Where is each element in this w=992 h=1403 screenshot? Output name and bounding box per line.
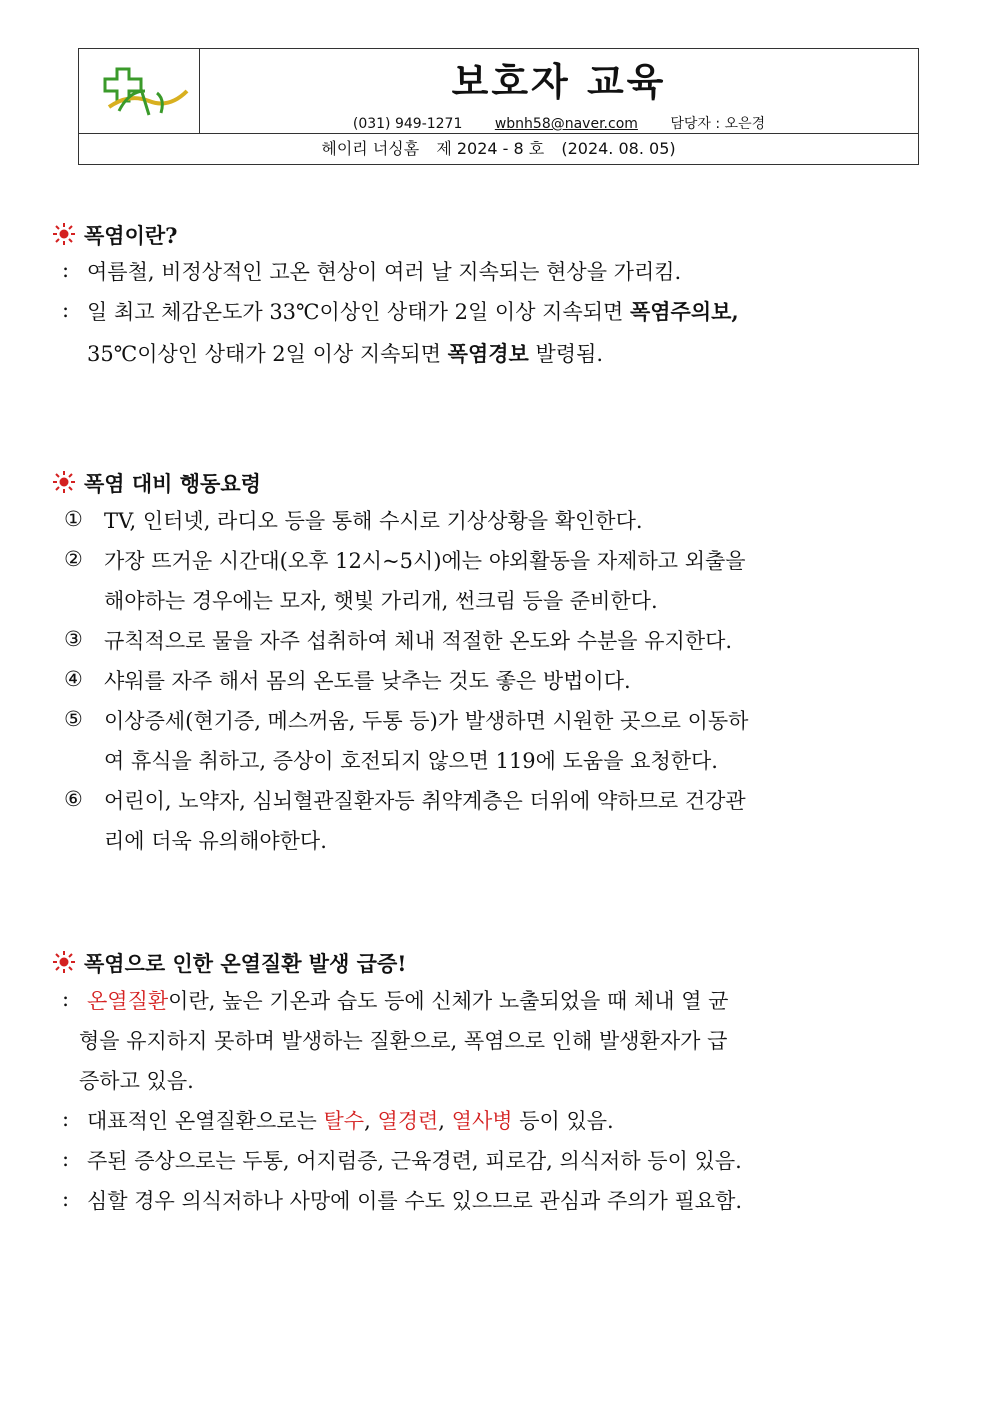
email-link[interactable]: wbnh58@naver.com [494,116,638,132]
item-number: ⑤ [64,707,83,731]
sun-icon [52,222,76,246]
text-line [87,340,603,368]
bullet-colon: : [62,1107,70,1131]
list-item-cont: 해야하는 경우에는 모자, 햇빛 가리개, 썬크림 등을 준비한다. [104,589,658,613]
text-span: , [364,1109,378,1133]
issue-row [79,133,918,165]
phone-number: (031) 949-1271 [352,116,463,132]
item-number: ③ [64,627,83,651]
item-number: ⑥ [64,787,83,811]
issue-date: (2024. 08. 05) [561,139,676,158]
bullet-colon: : [62,1147,70,1171]
list-item-cont: 리에 더욱 유의해야한다. [104,829,327,853]
text-line [87,987,728,1015]
facility-name: 헤이리 너싱홈 [321,139,420,158]
bullet-colon: : [62,258,70,282]
text-span: 35℃이상인 상태가 2일 이상 지속되면 [87,342,448,366]
list-item: 이상증세(현기증, 메스꺼움, 두통 등)가 발생하면 시원한 곳으로 이동하 [104,709,749,733]
sun-icon [52,950,76,974]
text-line: 심할 경우 의식저하나 사망에 이를 수도 있으므로 관심과 주의가 필요함. [87,1189,743,1213]
text-span: 일 최고 체감온도가 33℃이상인 상태가 2일 이상 지속되면 [87,300,630,324]
header-box [78,48,919,165]
list-item: 어린이, 노약자, 심뇌혈관질환자등 취약계층은 더위에 약하므로 건강관 [104,789,746,813]
text-line: 여름철, 비정상적인 고온 현상이 여러 날 지속되는 현상을 가리킴. [87,260,682,284]
section-title: 폭염 대비 행동요령 [84,471,261,496]
nursing-home-logo [79,49,200,133]
section-heading-actions [52,468,261,498]
item-number: ① [64,507,83,531]
text-span: 대표적인 온열질환으로는 [87,1109,324,1133]
text-line: 주된 증상으로는 두통, 어지럼증, 근육경련, 피로감, 의식저하 등이 있음. [87,1149,742,1173]
item-number: ④ [64,667,83,691]
highlight-term: 온열질환 [87,989,169,1013]
title-cell [200,49,918,133]
bullet-colon: : [62,298,70,322]
manager-name: 담당자 : 오은경 [670,116,766,132]
text-span: 발령됨. [528,342,604,366]
logo-cell [79,49,200,133]
section-title: 폭염이란? [84,223,178,248]
highlight-term: 열사병 [451,1109,513,1133]
text-span: , [438,1109,452,1133]
highlight-term: 열경련 [377,1109,439,1133]
section-title: 폭염으로 인한 온열질환 발생 급증! [84,951,407,976]
highlight-term: 탈수 [323,1109,365,1133]
section-heading-heat-illness [52,948,406,978]
contact-line [200,113,918,133]
bullet-colon: : [62,1187,70,1211]
text-span: 등이 있음. [512,1109,614,1133]
item-number: ② [64,547,83,571]
text-line [87,1107,614,1135]
section-heading-heatwave [52,220,177,250]
list-item: 가장 뜨거운 시간대(오후 12시~5시)에는 야외활동을 자제하고 외출을 [104,549,746,573]
text-line: 형을 유지하지 못하며 발생하는 질환으로, 폭염으로 인해 발생환자가 급 [79,1029,728,1053]
list-item: 샤워를 자주 해서 몸의 온도를 낮추는 것도 좋은 방법이다. [104,669,631,693]
list-item: TV, 인터넷, 라디오 등을 통해 수시로 기상상황을 확인한다. [104,509,643,533]
sun-icon [52,470,76,494]
bullet-colon: : [62,987,70,1011]
text-line: 증하고 있음. [79,1069,194,1093]
text-span: 이란, 높은 기온과 습도 등에 신체가 노출되었을 때 체내 열 균 [168,989,729,1013]
bold-term: 폭염경보 [447,341,529,366]
bold-term: 폭염주의보, [629,299,739,324]
page-title: 보호자 교육 [451,60,667,104]
list-item-cont: 여 휴식을 취하고, 증상이 호전되지 않으면 119에 도움을 요청한다. [104,749,718,773]
text-line [87,298,739,326]
list-item: 규칙적으로 물을 자주 섭취하여 체내 적절한 온도와 수분을 유지한다. [104,629,733,653]
issue-number: 제 2024 - 8 호 [436,139,545,158]
